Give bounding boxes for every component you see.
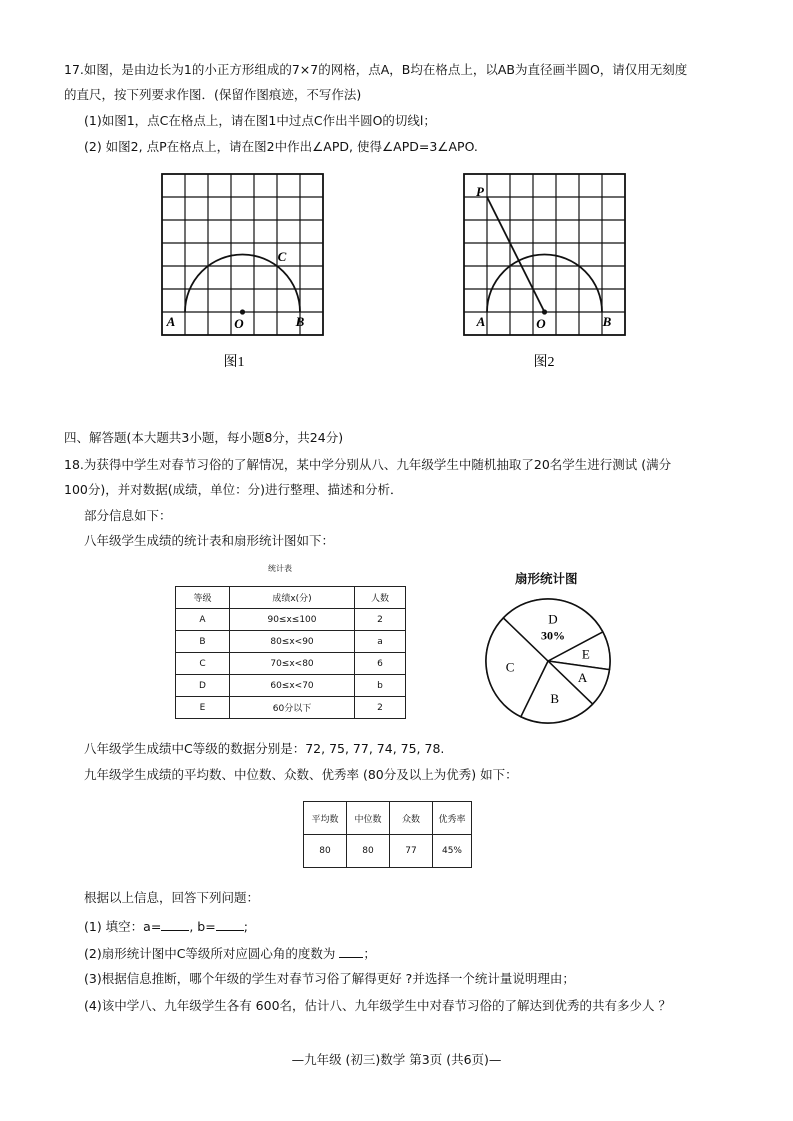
q1-prefix: (1) 填空：a= (84, 919, 162, 934)
stat-cell: D (176, 675, 230, 697)
grade9-header-cell: 优秀率 (433, 802, 472, 835)
stat-header-grade: 等级 (176, 587, 230, 609)
stat-cell: E (176, 697, 230, 719)
fig2-label-b: B (602, 314, 612, 329)
table-row (176, 653, 406, 675)
stat-cell: C (176, 653, 230, 675)
pie-label-b: B (550, 690, 560, 706)
pie-label-e: E (581, 646, 590, 662)
q18-line-4: 八年级学生成绩的统计表和扇形统计图如下： (84, 533, 335, 548)
pie-label-c: C (505, 659, 515, 675)
stat-cell: 60≤x<70 (230, 675, 355, 697)
stat-cell: 6 (355, 653, 406, 675)
sub-question-1 (84, 918, 248, 935)
table-row (176, 697, 406, 719)
q2-text: (2)扇形统计图中C等级所对应圆心角的度数为 (84, 946, 336, 961)
grade9-value-cell: 77 (390, 835, 433, 868)
answer-blank-b[interactable] (216, 918, 244, 931)
grade9-value-cell: 80 (304, 835, 347, 868)
grade8-stat-table (175, 586, 406, 719)
grade9-stat-table (303, 801, 472, 868)
q17-line-1: 17.如图，是由边长为1的小正方形组成的7×7的网格，点A，B均在格点上，以AB为直径画半圆O，请仅用无刻度 (64, 62, 688, 77)
stat-cell: b (355, 675, 406, 697)
figure-1 (150, 160, 340, 380)
fig2-semicircle (487, 255, 602, 312)
q1-suffix: ; (243, 919, 248, 934)
q18-line-3: 部分信息如下： (84, 508, 172, 523)
grade9-header-cell: 平均数 (304, 802, 347, 835)
stat-cell: 70≤x<80 (230, 653, 355, 675)
grade9-value-cell: 80 (347, 835, 390, 868)
stat-cell: A (176, 609, 230, 631)
grade9-header-row (304, 802, 472, 835)
fig2-label-p: P (476, 184, 484, 199)
fig1-label-a: A (166, 314, 176, 329)
stat-header-count: 人数 (355, 587, 406, 609)
q1-mid: , b= (189, 919, 216, 934)
pie-value-label-d: 30% (541, 628, 566, 643)
section-4-title: 四、解答题(本大题共3小题，每小题8分，共24分) (64, 430, 344, 445)
fig1-label-b: B (295, 314, 305, 329)
sub-question-3: (3)根据信息推断，哪个年级的学生对春节习俗了解得更好 ?并选择一个统计量说明理由； (84, 971, 575, 986)
stat-cell: 80≤x<90 (230, 631, 355, 653)
fig1-point-o (240, 309, 245, 314)
sub-question-4: (4)该中学八、九年级学生各有 600名，估计八、九年级学生中对春节习俗的了解达到优秀的共有多少人 ？ (84, 998, 672, 1013)
stat-cell: 2 (355, 609, 406, 631)
grade9-header-cell: 众数 (390, 802, 433, 835)
fig1-label-o: O (234, 316, 244, 331)
stat-header-score: 成绩x(分) (230, 587, 355, 609)
fig2-label-a: A (476, 314, 486, 329)
table-row (176, 675, 406, 697)
q17-part-2: (2) 如图2, 点P在格点上，请在图2中作出∠APD, 使得∠APD=3∠APO. (84, 139, 478, 154)
q2-suffix: ； (363, 946, 376, 961)
figure-2 (452, 160, 642, 380)
grade9-value-cell: 45% (433, 835, 472, 868)
stat-cell: 90≤x≤100 (230, 609, 355, 631)
stat-cell: B (176, 631, 230, 653)
q17-part-1: (1)如图1，点C在格点上，请在图1中过点C作出半圆O的切线l； (84, 113, 436, 128)
page-footer: —九年级 (初三)数学 第3页 (共6页)— (291, 1052, 502, 1067)
stat-table-title: 统计表 (268, 564, 292, 573)
fig2-caption: 图2 (533, 355, 555, 370)
grade9-value-row (304, 835, 472, 868)
c-grade-data-line: 八年级学生成绩中C等级的数据分别是：72, 75, 77, 74, 75, 78. (84, 741, 445, 756)
stat-cell: a (355, 631, 406, 653)
fig2-point-o (542, 309, 547, 314)
answer-blank-angle[interactable] (339, 945, 363, 958)
q17-line-2: 的直尺，按下列要求作图．(保留作图痕迹，不写作法) (64, 87, 362, 102)
answer-blank-a[interactable] (161, 918, 189, 931)
sub-question-2 (84, 945, 376, 962)
q18-line-1: 18.为获得中学生对春节习俗的了解情况，某中学分别从八、九年级学生中随机抽取了20名学生进行测试 (满分 (64, 457, 672, 472)
stat-cell: 2 (355, 697, 406, 719)
fig1-caption: 图1 (223, 355, 245, 370)
fig2-label-o: O (536, 316, 546, 331)
grade9-header-cell: 中位数 (347, 802, 390, 835)
fig1-label-c: C (277, 249, 287, 264)
table-row (176, 609, 406, 631)
table-row (176, 631, 406, 653)
stat-table-header-row (176, 587, 406, 609)
pie-chart-title: 扇形统计图 (515, 571, 578, 586)
pie-label-a: A (577, 669, 588, 685)
questions-intro: 根据以上信息，回答下列问题： (84, 890, 260, 905)
grade9-intro-line: 九年级学生成绩的平均数、中位数、众数、优秀率 (80分及以上为优秀) 如下： (84, 767, 518, 782)
pie-chart (475, 588, 625, 738)
pie-label-d: D (548, 611, 558, 627)
stat-cell: 60分以下 (230, 697, 355, 719)
q18-line-2: 100分)，并对数据(成绩，单位：分)进行整理、描述和分析． (64, 482, 403, 497)
